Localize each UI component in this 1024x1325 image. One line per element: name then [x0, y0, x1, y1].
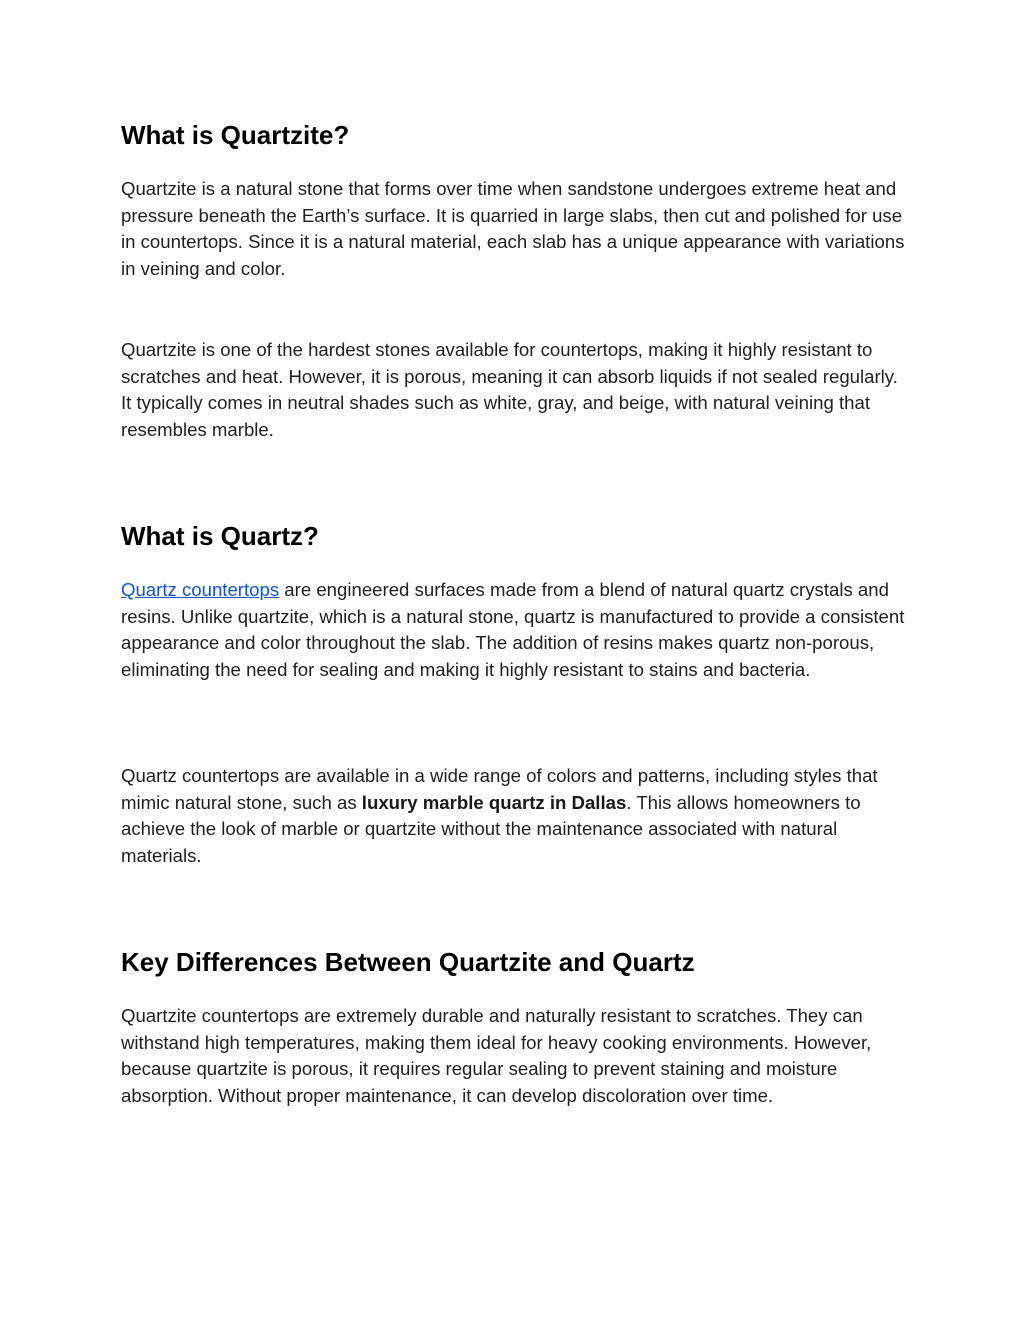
quartzite-paragraph-2: Quartzite is one of the hardest stones available for countertops, making it highly resistant to scratches and heat. However, it is porous, meaning it can absorb liquids if not sealed regularly. It typically comes in neutral shades such as white, gray, and beige, with natural veining that resembles marble.: [121, 339, 898, 440]
differences-paragraph-1: Quartzite countertops are extremely durable and naturally resistant to scratches. They can withstand high temperatures, making them ideal for heavy cooking environments. However, because quartzite is porous, it requires regular sealing to prevent staining and moisture absorption. Without proper maintenance, it can develop discoloration over time.: [121, 1005, 872, 1106]
quartz-paragraph-1-text: are engineered surfaces made from a blend of natural quartz crystals and resins. Unlike quartzite, which is a natural stone, quartz is manufactured to provide a consistent appearance and color throughout the slab. The addition of resins makes quartz non-porous, eliminating the need for sealing and making it highly resistant to stains and bacteria.: [121, 579, 905, 680]
luxury-marble-quartz-bold: luxury marble quartz in Dallas: [361, 791, 627, 813]
quartz-paragraph-1: [121, 577, 906, 683]
quartz-paragraph-2: [121, 763, 906, 869]
quartz-paragraph-2-text-end: . This allows homeowners to achieve the look of marble or quartzite without the maintenance associated with natural materials.: [121, 791, 861, 866]
quartz-countertops-link[interactable]: Quartz countertops: [121, 579, 280, 600]
quartz-paragraph-2-text-start: Quartz countertops are available in a wide range of colors and patterns, including styles that mimic natural stone, such as: [121, 765, 878, 813]
quartzite-paragraph-1: Quartzite is a natural stone that forms over time when sandstone undergoes extreme heat and pressure beneath the Earth’s surface. It is quarried in large slabs, then cut and polished for use in countertops. Since it is a natural material, each slab has a unique appearance with variations in veining and color.: [121, 178, 905, 279]
heading-what-is-quartz: What is Quartz?: [121, 521, 319, 551]
heading-key-differences: Key Differences Between Quartzite and Quartz: [121, 947, 695, 977]
heading-what-is-quartzite: What is Quartzite?: [121, 120, 350, 150]
